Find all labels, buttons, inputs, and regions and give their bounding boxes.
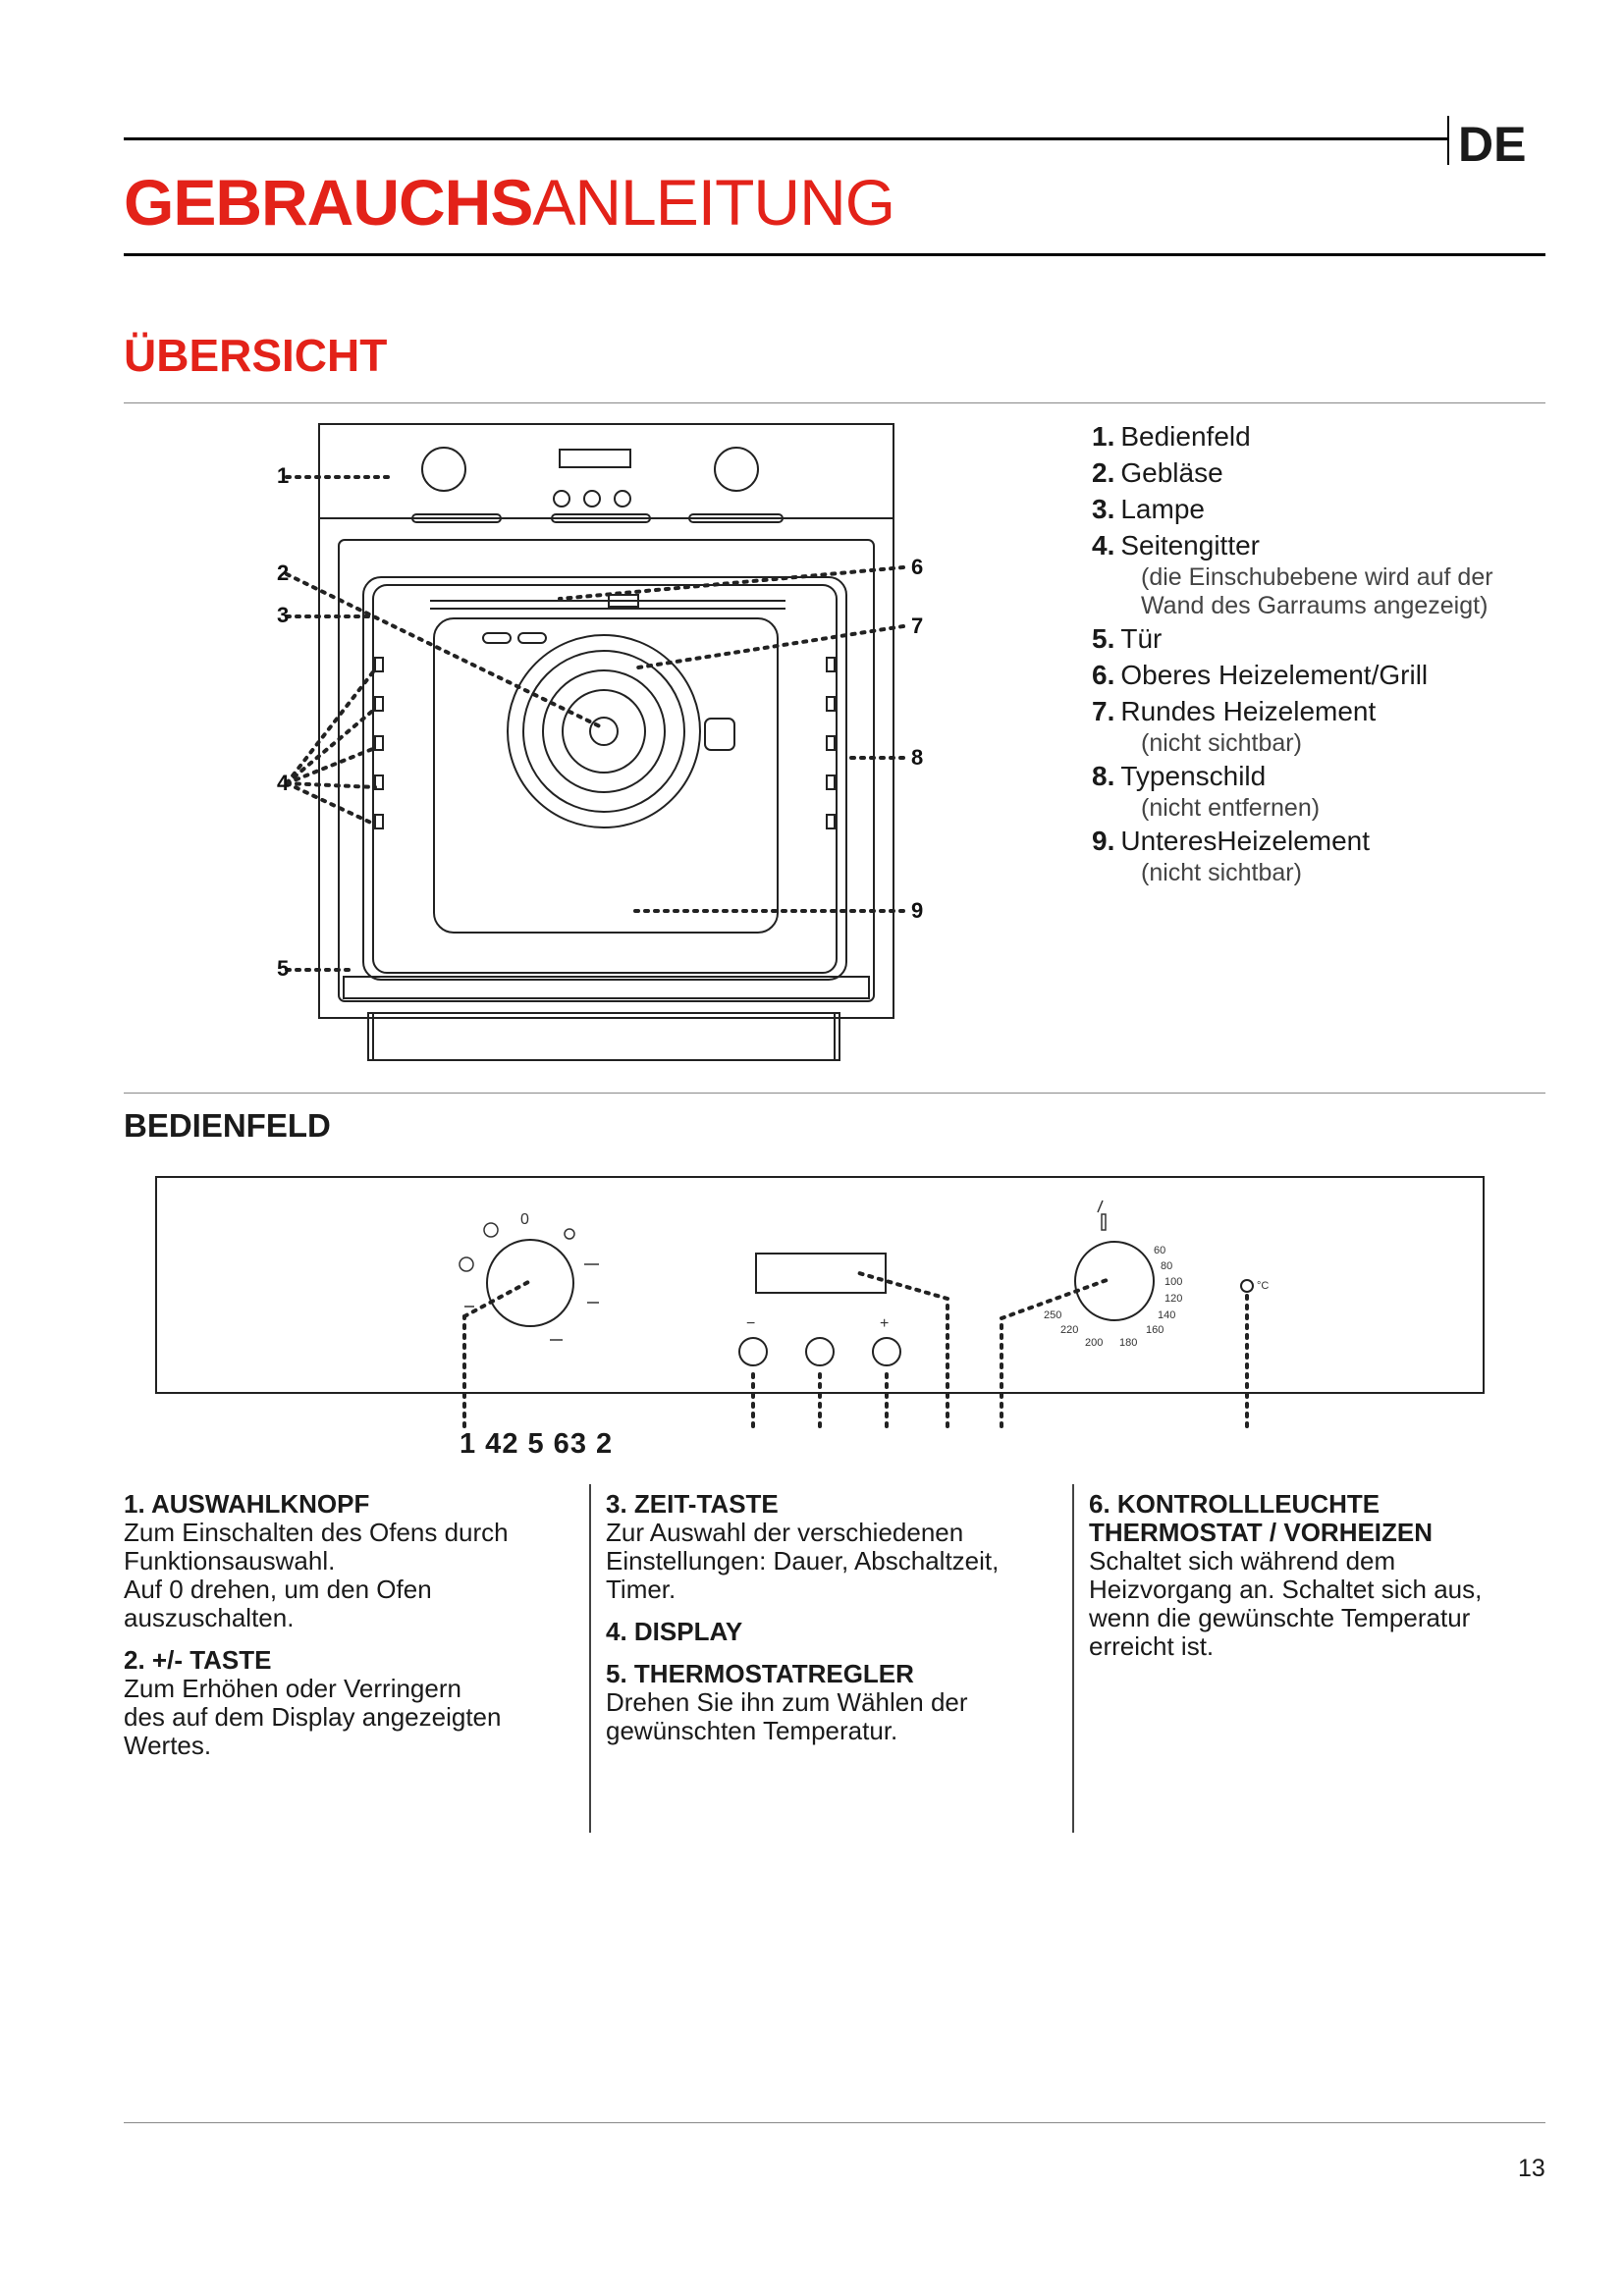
temp-180: 180 [1119, 1337, 1138, 1349]
thermostat-knob [1075, 1242, 1154, 1320]
callout-3: 3 [277, 603, 290, 627]
callout-7: 7 [911, 614, 924, 638]
panel-rule [124, 1093, 1545, 1094]
legend-item-3: 3. Lampe [1092, 494, 1205, 524]
temp-220: 220 [1060, 1324, 1079, 1336]
legend-item-2: 2. Gebläse [1092, 457, 1223, 488]
legend-item-1: 1. Bedienfeld [1092, 421, 1251, 452]
column-divider-2 [1072, 1484, 1074, 1833]
temp-unit: °C [1257, 1280, 1270, 1292]
plus-label: + [880, 1315, 890, 1332]
desc-title-light: 6. KONTROLLLEUCHTE [1089, 1489, 1380, 1519]
desc-title-display: 4. DISPLAY [606, 1617, 743, 1646]
control-panel-number-sequence: 1 42 5 63 2 [460, 1428, 614, 1460]
legend-item-6: 6. Oberes Heizelement/Grill [1092, 660, 1429, 690]
column-divider-1 [589, 1484, 591, 1833]
legend-item-9: 9. UnteresHeizelement [1092, 826, 1371, 856]
control-panel-heading: BEDIENFELD [124, 1107, 331, 1144]
callout-2: 2 [277, 561, 290, 585]
overview-rule [124, 402, 1545, 403]
defrost-icon [484, 1223, 498, 1237]
desc-text-thermostat: Drehen Sie ihn zum Wählen der gewünschten Temperatur. [606, 1687, 968, 1745]
header-lang-divider [1447, 116, 1449, 165]
overview-legend [1092, 418, 1553, 887]
legend-item-4-note-1: (die Einschubebene wird auf der [1141, 563, 1493, 591]
header-top-rule [124, 137, 1447, 140]
temp-250: 250 [1044, 1309, 1062, 1321]
callout-5: 5 [277, 956, 290, 981]
temp-200: 200 [1085, 1337, 1104, 1349]
display [756, 1254, 886, 1293]
legend-item-8-note: (nicht entfernen) [1141, 794, 1321, 822]
page-number: 13 [1518, 2155, 1545, 2182]
lamp-icon [565, 1229, 574, 1239]
control-panel-diagram [152, 1173, 1488, 1428]
callout-8: 8 [911, 745, 924, 770]
callout-6: 6 [911, 555, 924, 579]
title-bold-part: GEBRAUCHS [124, 166, 533, 239]
temp-60: 60 [1154, 1245, 1166, 1256]
temp-100: 100 [1164, 1276, 1183, 1288]
title-regular-part: ANLEITUNG [532, 166, 895, 239]
description-column-2 [606, 1490, 1048, 1759]
desc-title-plus-minus: 2. +/- TASTE [124, 1645, 272, 1675]
callout-9: 9 [911, 898, 924, 923]
description-column-3 [1089, 1490, 1531, 1675]
desc-title-selector: 1. AUSWAHLKNOPF [124, 1489, 370, 1519]
legend-item-4-note-2: Wand des Garraums angezeigt) [1141, 592, 1489, 619]
legend-item-5: 5. Tür [1092, 623, 1163, 654]
legend-item-8: 8. Typenschild [1092, 761, 1267, 791]
legend-item-9-note: (nicht sichtbar) [1141, 859, 1302, 886]
minus-button [739, 1338, 767, 1365]
clock-button [806, 1338, 834, 1365]
desc-text-clock: Zur Auswahl der verschiedenen Einstellungen: Dauer, Abschaltzeit, Timer. [606, 1518, 1000, 1604]
desc-text-light: Schaltet sich während dem Heizvorgang an. Schaltet sich aus, wenn die gewünschte Temperatur erreicht ist. [1089, 1546, 1483, 1661]
overview-heading: ÜBERSICHT [124, 330, 388, 381]
footer-rule [124, 2122, 1545, 2123]
temp-80: 80 [1161, 1260, 1173, 1272]
oven-diagram [265, 412, 933, 1065]
callout-4: 4 [277, 771, 290, 795]
desc-text-plus-minus: Zum Erhöhen oder Verringern des auf dem Display angezeigten Wertes. [124, 1674, 502, 1760]
legend-item-7: 7. Rundes Heizelement [1092, 696, 1377, 726]
desc-title-clock: 3. ZEIT-TASTE [606, 1489, 779, 1519]
zero-mark: 0 [520, 1211, 529, 1228]
desc-title-thermostat: 5. THERMOSTATREGLER [606, 1659, 914, 1688]
thermostat-light-icon [1241, 1280, 1253, 1292]
description-column-1 [124, 1490, 566, 1774]
fan-icon [460, 1257, 473, 1271]
desc-title-light-2: THERMOSTAT / VORHEIZEN [1089, 1518, 1434, 1547]
temp-140: 140 [1158, 1309, 1176, 1321]
selector-knob [487, 1240, 573, 1326]
desc-text-selector: Zum Einschalten des Ofens durch Funktionsauswahl. Auf 0 drehen, um den Ofen auszuschalten. [124, 1518, 509, 1632]
plus-button [873, 1338, 900, 1365]
callout-1: 1 [277, 463, 290, 488]
minus-label: − [746, 1315, 756, 1332]
legend-item-4: 4. Seitengitter [1092, 530, 1260, 561]
temp-120: 120 [1164, 1293, 1183, 1305]
header-bottom-rule [124, 253, 1545, 256]
language-code: DE [1458, 117, 1527, 172]
temp-160: 160 [1146, 1324, 1164, 1336]
page-title [124, 165, 894, 240]
legend-item-7-note: (nicht sichtbar) [1141, 729, 1302, 757]
